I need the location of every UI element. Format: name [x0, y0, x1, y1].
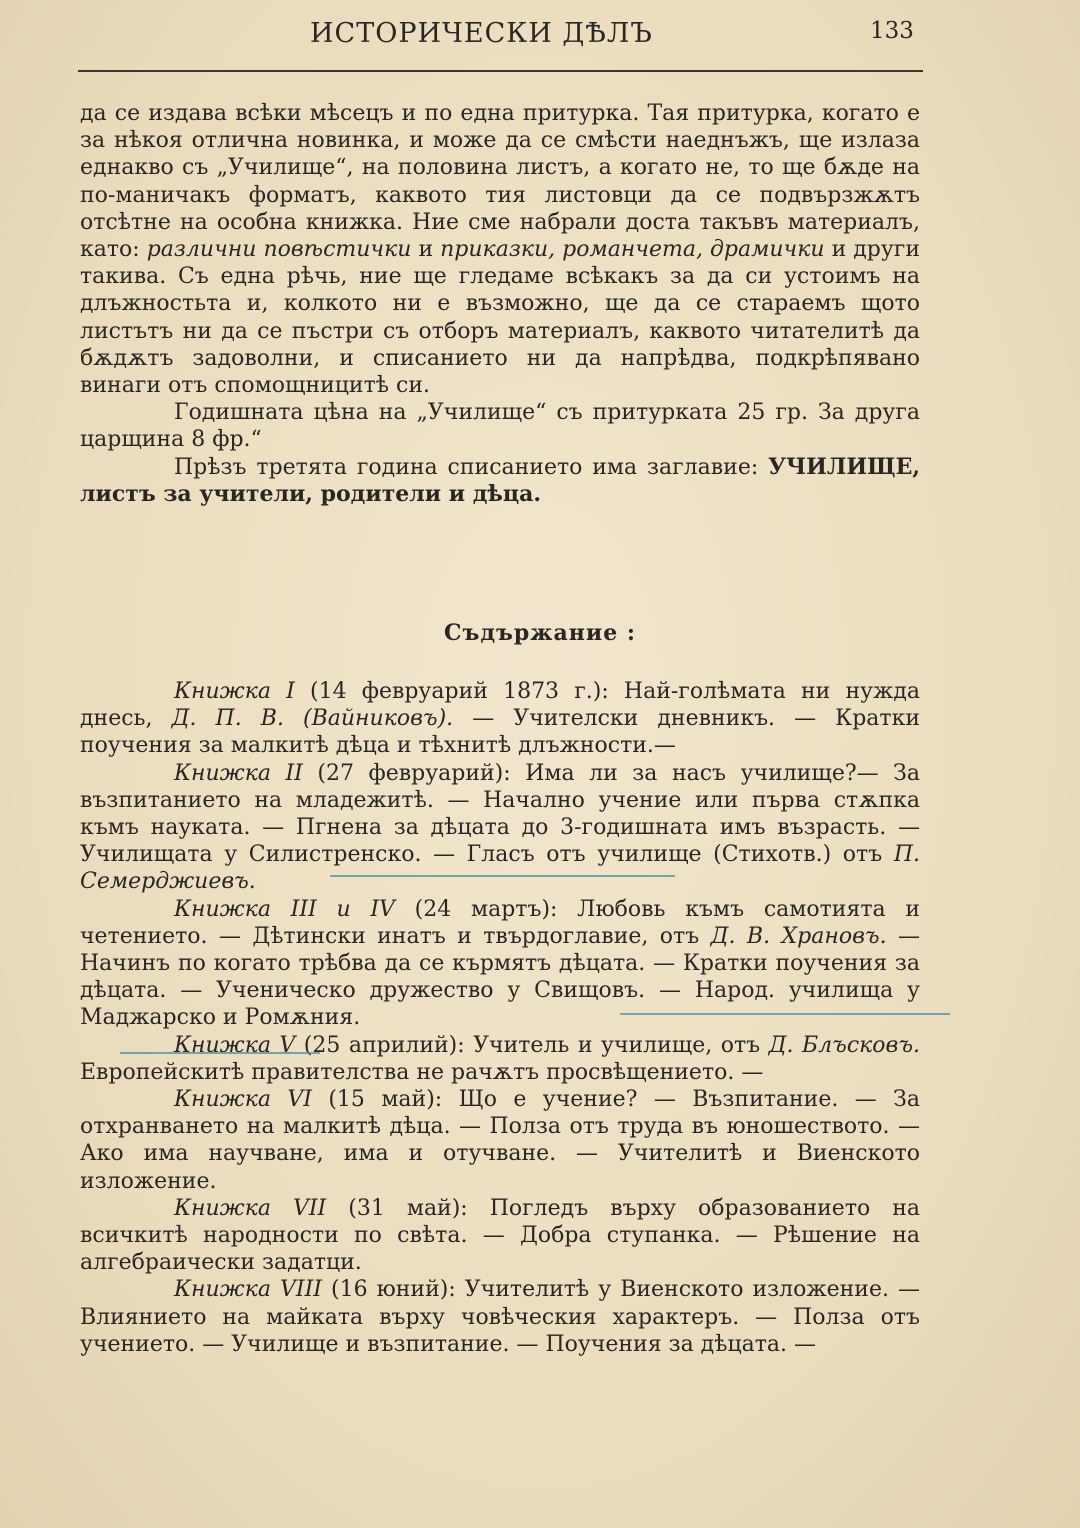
pencil-underline [120, 1052, 320, 1054]
contents-entry: Книжка VII (31 май): Погледъ върху образованието на всичкитѣ народности по свѣта. — Добра ступанка. — Рѣшение на алгебраически задатци. [80, 1195, 921, 1276]
paragraph-1: да се издава всѣки мѣсецъ и по една притурка. Тая притурка, когато е за нѣкоя отлична новинка, и може да се смѣсти наеднъжъ, ще излаза еднакво съ „Училище“, на половина листъ, а когато не, то ще бѫде на по-маничакъ форматъ, каквото тия листовци да се подвързжѫтъ отсѣтне на особна книжка. Ние сме набрали доста такъвъ материалъ, като: различни повѣстички и приказки, романчета, драмички и други такива. Съ една рѣчь, ние ще гледаме всѣкакъ за да си устоимъ на длъжностьта и, колкото ни е възможно, ще да се стараемъ щото листътъ ни да се пъстри съ отборъ материалъ, каквото читателитѣ да бѫдѫтъ задоволни, и списанието ни да напрѣдва, подкрѣпявано винаги отъ спомощницитѣ си. [80, 101, 921, 399]
entry-label: Книжка VIII [174, 1277, 322, 1303]
paragraph-2: Годишната цѣна на „Училище“ съ притурката 25 гр. За друга царщина 8 фр.“ [80, 400, 920, 453]
running-head: ИСТОРИЧЕСКИ ДѢЛЪ [310, 18, 653, 49]
contents-entry: Книжка VI (15 май): Що е учение? — Възпитание. — За отхранването на малкитѣ дѣца. — Полза отъ труда въ юношеството. — Ако има научване, има и отучване. — Учителитѣ и Виенското изложение. [80, 1087, 920, 1194]
entry-label: Книжка VI [174, 1087, 312, 1113]
header-rule [78, 70, 923, 72]
contents-list [80, 678, 920, 1358]
contents-entry: Книжка VIII (16 юний): Учителитѣ у Виенското изложение. — Влиянието на майката върху човѣческия характеръ. — Полза отъ учението. — Училище и възпитание. — Поучения за дѣцата. — [80, 1277, 920, 1357]
entry-label: Книжка V [174, 1032, 296, 1058]
page-number: 133 [870, 18, 914, 44]
pencil-underline [330, 875, 675, 877]
paragraph-3: Прѣзъ третята година списанието има заглавие: УЧИЛИЩЕ, листъ за учители, родители и дѣца. [80, 453, 920, 507]
entry-label: Книжка III и IV [174, 896, 395, 922]
contents-entry: Книжка V (25 априлий): Учитель и училище, отъ Д. Блъсковъ. Европейскитѣ правителства не рачѫтъ просвѣщението. — [80, 1032, 920, 1085]
contents-entry: Книжка III и IV (24 мартъ): Любовь къмъ самотията и четението. — Дѣтински инатъ и твърдоглавие, отъ Д. В. Храновъ. — Начинъ по когато трѣбва да се кърмятъ дѣцата. — Кратки поучения за дѣцата. — Ученическо дружество у Свищовъ. — Народ. училища у Маджарско и Ромѫния. [80, 896, 921, 1031]
contents-entry: Книжка II (27 февруарий): Има ли за насъ училище?— За възпитанието на младежитѣ. — Начално учение или първа стѫпка къмъ науката. — Пгнена за дѣцата до 3-годишната имъ възрасть. — Училищата у Силистренско. — Гласъ отъ училище (Стихотв.) отъ П. Семерджиевъ. [80, 760, 920, 895]
entry-label: Книжка II [174, 760, 303, 786]
body-text [80, 100, 920, 508]
pencil-underline [620, 1013, 950, 1015]
entry-label: Книжка VII [174, 1195, 327, 1221]
contents-entry: Книжка I (14 февруарий 1873 г.): Най-голѣмата ни нужда днесь, Д. П. В. (Вайниковъ). — Учителски дневникъ. — Кратки поучения за малкитѣ дѣца и тѣхнитѣ длъжности.— [80, 679, 920, 759]
contents-heading: Съдържание : [444, 620, 636, 646]
page-header [0, 18, 1080, 62]
entry-label: Книжка I [174, 679, 295, 704]
